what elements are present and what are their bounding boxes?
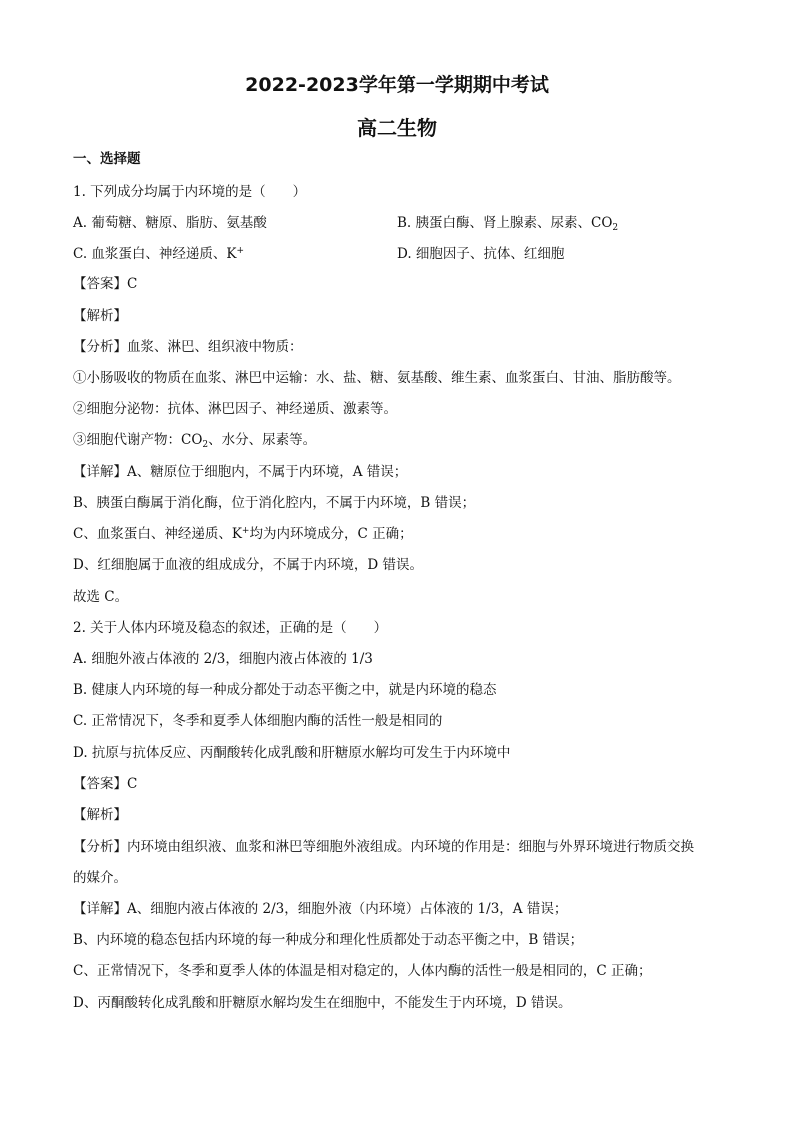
q1-point-3: [73, 431, 316, 449]
q1-option-c-superscript: +: [236, 246, 245, 256]
q1-point-3-text-a: ③细胞代谢产物：CO: [73, 432, 203, 448]
q1-detail-d: D、红细胞属于血液的组成成分，不属于内环境，D 错误。: [73, 557, 423, 573]
q1-fenxi-tag: 【分析】: [73, 339, 127, 355]
q2-detail-tag: 【详解】: [73, 901, 127, 917]
q1-option-c: [73, 245, 244, 263]
q2-option-a: A. 细胞外液占体液的 2/3，细胞内液占体液的 1/3: [73, 651, 373, 667]
q2-fenxi-text: 内环境由组织液、血浆和淋巴等细胞外液组成。内环境的作用是：细胞与外界环境进行物质交换: [127, 839, 694, 855]
q2-analysis-tag: 【解析】: [73, 807, 127, 823]
q2-answer-value: C: [127, 776, 138, 792]
q1-point-2: ②细胞分泌物：抗体、淋巴因子、神经递质、激素等。: [73, 401, 397, 417]
q1-option-b-subscript: 2: [612, 223, 619, 233]
q1-detail-c: [73, 525, 413, 543]
q1-conclusion: 故选 C。: [73, 589, 129, 605]
q1-point-3-text-b: 、水分、尿素等。: [208, 432, 317, 448]
q2-detail-c: C、正常情况下，冬季和夏季人体的体温是相对稳定的，人体内酶的活性一般是相同的，C 正确；: [73, 963, 652, 979]
q2-stem: 2. 关于人体内环境及稳态的叙述，正确的是（ ）: [73, 620, 388, 636]
subject-title: 高二生物: [357, 116, 437, 140]
q2-fenxi-line-2: 的媒介。: [73, 870, 127, 886]
q1-detail-c-text-b: 均为内环境成分，C 正确；: [249, 526, 413, 542]
q1-option-c-text: C. 血浆蛋白、神经递质、K: [73, 246, 237, 262]
q1-answer: [73, 275, 137, 293]
q1-detail-a-text: A、糖原位于细胞内，不属于内环境，A 错误；: [127, 464, 408, 480]
q2-answer: [73, 775, 137, 793]
q1-fenxi-text: 血浆、淋巴、组织液中物质：: [127, 339, 303, 355]
q2-fenxi-tag: 【分析】: [73, 839, 127, 855]
q2-option-d: D. 抗原与抗体反应、丙酮酸转化成乳酸和肝糖原水解均可发生于内环境中: [73, 745, 511, 761]
q1-fenxi: [73, 338, 303, 356]
q1-detail-c-text-a: C、血浆蛋白、神经递质、K: [73, 526, 242, 542]
q1-answer-value: C: [127, 276, 138, 292]
q2-answer-tag: 【答案】: [73, 776, 127, 792]
q1-point-1: ①小肠吸收的物质在血浆、淋巴中运输：水、盐、糖、氨基酸、维生素、血浆蛋白、甘油、脂肪酸等。: [73, 370, 681, 386]
q1-stem: 1. 下列成分均属于内环境的是（ ）: [73, 184, 307, 200]
section-heading: 一、选择题: [73, 151, 141, 167]
q2-option-b: B. 健康人内环境的每一种成分都处于动态平衡之中，就是内环境的稳态: [73, 682, 497, 698]
q1-detail-tag: 【详解】: [73, 464, 127, 480]
q1-option-b-text: B. 胰蛋白酶、肾上腺素、尿素、CO: [397, 215, 613, 231]
q1-option-b: [397, 214, 618, 232]
q2-option-c: C. 正常情况下，冬季和夏季人体细胞内酶的活性一般是相同的: [73, 713, 443, 729]
q1-option-a: A. 葡萄糖、糖原、脂肪、氨基酸: [73, 215, 267, 231]
q2-detail-a-text: A、细胞内液占体液的 2/3，细胞外液（内环境）占体液的 1/3，A 错误；: [127, 901, 568, 917]
q1-detail-c-superscript: +: [241, 526, 250, 536]
q1-point-3-subscript: 2: [202, 440, 209, 450]
exam-title: 2022-2023学年第一学期期中考试: [245, 74, 549, 96]
q2-detail-d: D、丙酮酸转化成乳酸和肝糖原水解均发生在细胞中，不能发生于内环境，D 错误。: [73, 995, 572, 1011]
q2-fenxi-line-1: [73, 838, 694, 856]
q1-detail-b: B、胰蛋白酶属于消化酶，位于消化腔内，不属于内环境，B 错误；: [73, 495, 476, 511]
q2-detail-a: [73, 900, 567, 918]
q1-option-d: D. 细胞因子、抗体、红细胞: [397, 246, 565, 262]
q1-analysis-tag: 【解析】: [73, 308, 127, 324]
q1-detail-a: [73, 463, 407, 481]
q1-answer-tag: 【答案】: [73, 276, 127, 292]
q2-detail-b: B、内环境的稳态包括内环境的每一种成分和理化性质都处于动态平衡之中，B 错误；: [73, 932, 584, 948]
